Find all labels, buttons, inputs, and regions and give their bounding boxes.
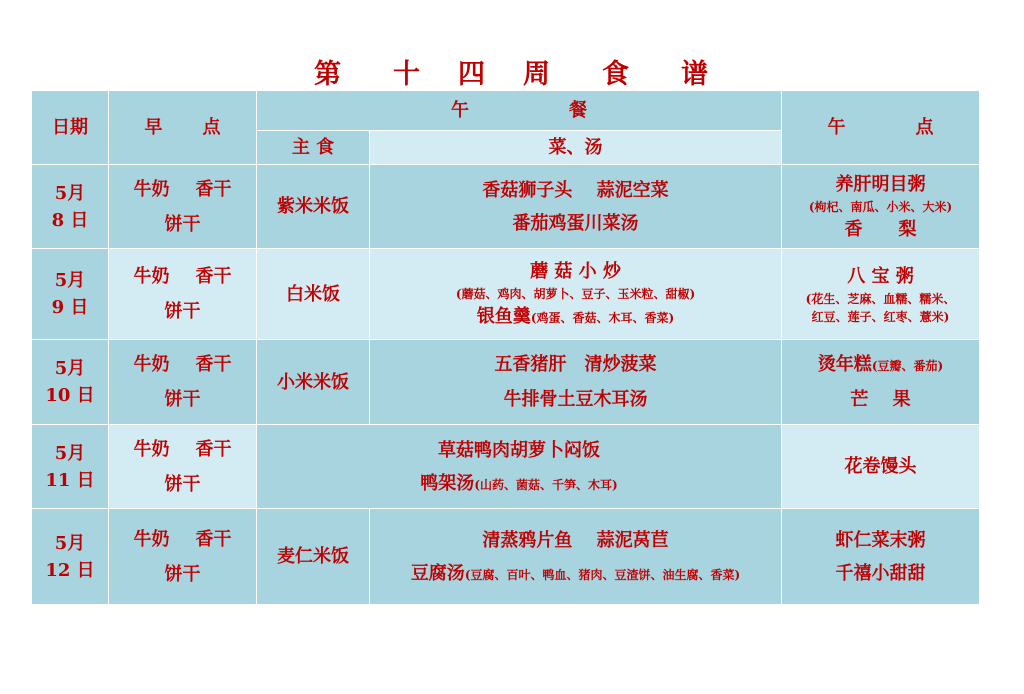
header-lunch: 午 餐 [257,91,782,131]
staple-cell: 小米米饭 [257,340,370,424]
menu-table [31,90,980,605]
dishes-cell: 清蒸鸦片鱼 蒜泥莴苣 豆腐汤(豆腐、百叶、鸭血、猪肉、豆渣饼、油生腐、香菜) [370,509,782,605]
snack-cell: 烫年糕(豆瓣、番茄) 芒 果 [782,340,980,424]
header-staple: 主 食 [257,131,370,165]
date-cell: 5月 8 日 [32,165,109,248]
header-snack: 午 点 [782,91,980,165]
snack-cell: 虾仁菜末粥 千禧小甜甜 [782,509,980,605]
title-char: 第 [314,59,343,90]
date-cell: 5月 10 日 [32,340,109,424]
snack-cell: 八 宝 粥 (花生、芝麻、血糯、糯米、 红豆、莲子、红枣、薏米) [782,248,980,340]
table-row [32,165,980,248]
snack-cell: 花卷馒头 [782,424,980,508]
snack-cell: 养肝明目粥 (枸杞、南瓜、小米、大米) 香 梨 [782,165,980,248]
dishes-cell: 五香猪肝 清炒菠菜 牛排骨土豆木耳汤 [370,340,782,424]
header-date: 日期 [32,91,109,165]
table-row [32,248,980,340]
dishes-cell: 蘑 菇 小 炒 (蘑菇、鸡肉、胡萝卜、豆子、玉米粒、甜椒) 银鱼羹(鸡蛋、香菇、木耳、香菜) [370,248,782,340]
header-dishes: 菜、汤 [370,131,782,165]
staple-cell: 麦仁米饭 [257,509,370,605]
merged-lunch-cell: 草菇鸭肉胡萝卜闷饭 鸭架汤(山药、菌菇、千笋、木耳) [257,424,782,508]
table-row [32,509,980,605]
title-char: 周 [523,59,552,90]
breakfast-cell: 牛奶 香干 饼干 [109,424,257,508]
date-cell: 5月 11 日 [32,424,109,508]
date-cell: 5月 9 日 [32,248,109,340]
table-row [32,340,980,424]
table-row [32,424,980,508]
breakfast-cell: 牛奶 香干 饼干 [109,509,257,605]
breakfast-cell: 牛奶 香干 饼干 [109,165,257,248]
title-char: 食 [602,59,631,90]
header-breakfast: 早 点 [109,91,257,165]
title-char: 四 [458,59,487,90]
dishes-cell: 香菇狮子头 蒜泥空菜 番茄鸡蛋川菜汤 [370,165,782,248]
title-char: 谱 [681,59,710,90]
title-char: 十 [393,59,422,90]
breakfast-cell: 牛奶 香干 饼干 [109,340,257,424]
date-cell: 5月 12 日 [32,509,109,605]
staple-cell: 紫米米饭 [257,165,370,248]
page-title [0,52,1024,91]
staple-cell: 白米饭 [257,248,370,340]
breakfast-cell: 牛奶 香干 饼干 [109,248,257,340]
